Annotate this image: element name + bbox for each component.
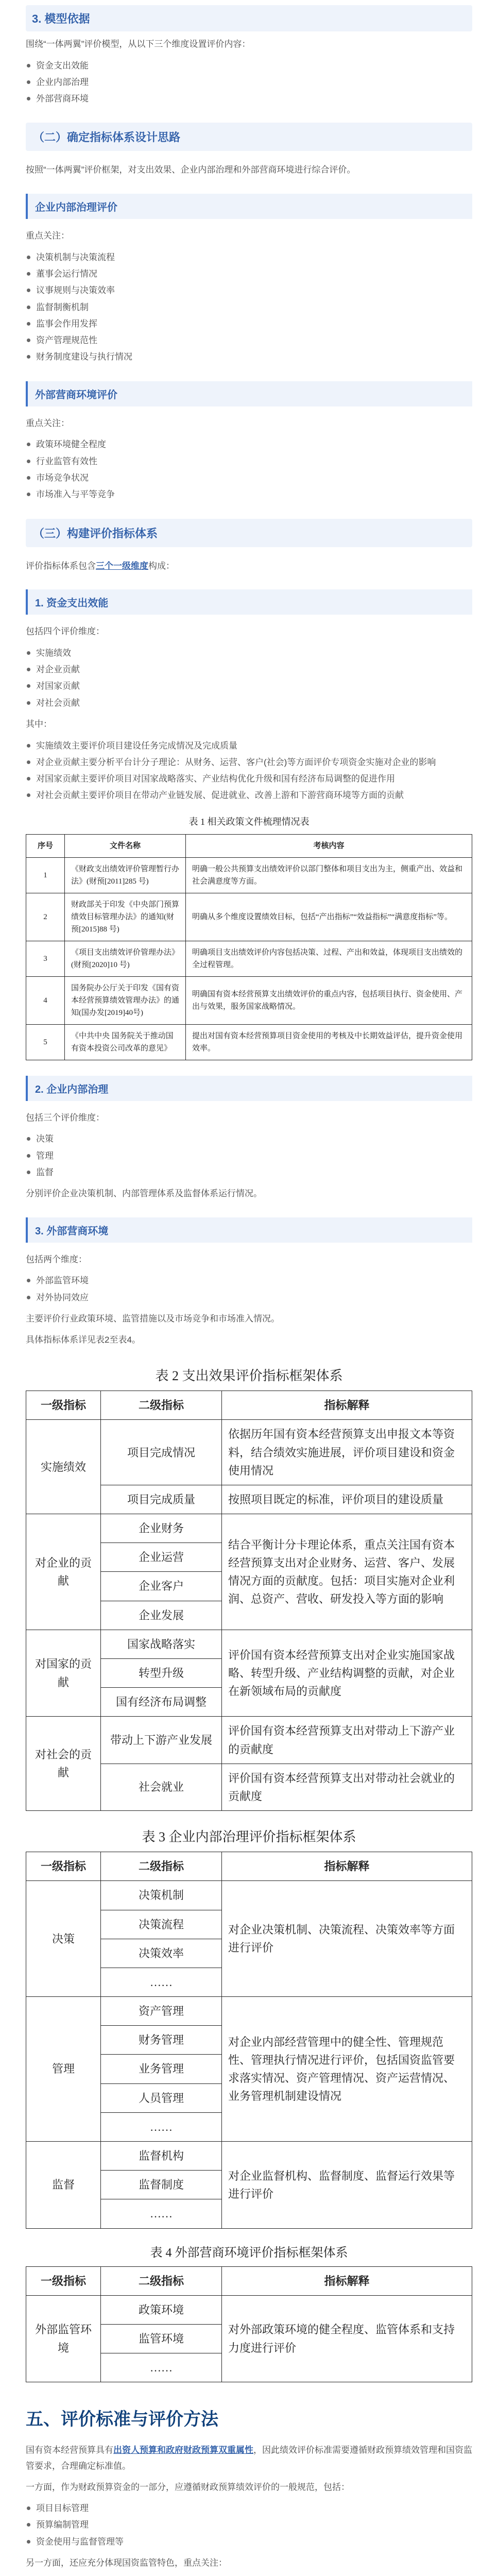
table-row — [26, 2142, 472, 2171]
table-cell: 对企业决策机制、决策流程、决策效率等方面进行评价 — [222, 1881, 472, 1997]
list-item: 企业内部治理 — [26, 74, 472, 91]
table-row — [26, 1881, 472, 1910]
table-cell: 企业发展 — [101, 1601, 222, 1630]
list-item: 外部监管环境 — [26, 1273, 472, 1289]
table-1-caption: 表 1 相关政策文件梳理情况表 — [188, 816, 310, 827]
table-cell: 企业财务 — [101, 1514, 222, 1543]
table-cell: 结合平衡计分卡理论体系，重点关注国有资本经营预算支出对企业财务、运营、客户、发展情况方面的贡献度。包括：项目实施对企业利润、总资产、营收、研发投入等方面的影响 — [222, 1514, 472, 1630]
table-row — [26, 893, 472, 941]
table-cell: 带动上下游产业发展 — [101, 1717, 222, 1764]
table-cell: 评价国有资本经营预算支出对带动上下游产业的贡献度 — [222, 1717, 472, 1764]
table-cell: 对企业内部经营管理中的健全性、管理规范性、管理执行情况进行评价，包括国资监管要求落实情况、资产管理情况、资产运营情况、业务管理机制建设情况 — [222, 1997, 472, 2142]
external-business-list — [26, 1273, 472, 1306]
table-cell: 国有经济布局调整 — [101, 1688, 222, 1717]
model-basis-list — [26, 58, 472, 108]
heading-internal-governance: 企业内部治理评价 — [26, 194, 472, 219]
list-item: 财务制度建设与执行情况 — [26, 349, 472, 365]
table-cell: …… — [101, 2353, 222, 2382]
para-post: ，因此绩效评价标准需要遵循财政预算绩效管理和国资监管要求，合理确定标准值。 — [26, 2445, 472, 2471]
table-cell: 国务院办公厅关于印发《国有资本经营预算绩效管理办法》的通知(国办发[2019]40号) — [65, 976, 186, 1024]
table-cell: 明确从多个维度设置绩效目标，包括“产出指标”“效益指标”“满意度指标”等。 — [186, 893, 472, 941]
list-item: 对企业贡献 — [26, 662, 472, 678]
section-model-basis-title: 3. 模型依据 — [26, 5, 472, 31]
list-item: 监督制衡机制 — [26, 299, 472, 316]
table-cell: 对社会的贡献 — [26, 1717, 101, 1811]
table-cell: 人员管理 — [101, 2083, 222, 2112]
internal-key-label: 重点关注： — [26, 231, 70, 241]
list-item: 资产管理规范性 — [26, 332, 472, 349]
table-cell: …… — [101, 2199, 222, 2228]
list-item: 外部营商环境 — [26, 91, 472, 107]
table-cell: 转型升级 — [101, 1659, 222, 1688]
expenditure-indicator-table — [26, 1391, 472, 1811]
table-row — [26, 1630, 472, 1658]
table-header: 文件名称 — [65, 834, 186, 857]
internal-governance-para: 分别评价企业决策机制、内部管理体系及监督体系运行情况。 — [26, 1189, 262, 1199]
table-cell: 国家战略落实 — [101, 1630, 222, 1658]
table-cell: 评价国有资本经营预算支出对带动社会就业的贡献度 — [222, 1764, 472, 1810]
table-row — [26, 1717, 472, 1764]
fund-efficiency-intro: 包括四个评价维度： — [26, 626, 105, 637]
list-item: 管理 — [26, 1148, 472, 1164]
list-item: 董事会运行情况 — [26, 266, 472, 282]
section-5-para-1 — [26, 2443, 472, 2474]
table-cell: 依据历年国有资本经营预算支出申报文本等资料，结合绩效实施进展，评价项目建设和资金使用情况 — [222, 1420, 472, 1485]
external-business-intro: 包括两个维度： — [26, 1254, 87, 1264]
table-cell: 管理 — [26, 1997, 101, 2142]
table-cell: 外部监管环境 — [26, 2295, 101, 2382]
table-cell: 1 — [26, 857, 65, 893]
list-item: 资金支出效能 — [26, 58, 472, 74]
list-item: 实施绩效 — [26, 645, 472, 662]
table-cell: 对企业监督机构、监督制度、监督运行效果等进行评价 — [222, 2142, 472, 2229]
table-cell: 决策 — [26, 1881, 101, 1997]
table-cell: 对企业的贡献 — [26, 1514, 101, 1630]
list-item: 对外协同效应 — [26, 1290, 472, 1306]
table-cell: …… — [101, 2112, 222, 2141]
policy-table — [26, 834, 472, 1060]
table-header: 二级指标 — [101, 1852, 222, 1881]
table-header: 序号 — [26, 834, 65, 857]
table-header: 一级指标 — [26, 1391, 101, 1420]
list-item: 议事规则与决策效率 — [26, 282, 472, 299]
table-header: 一级指标 — [26, 2266, 101, 2295]
external-environment-table — [26, 2266, 472, 2383]
list-item: 行业监管有效性 — [26, 453, 472, 470]
table-header: 指标解释 — [222, 1852, 472, 1881]
section-5-title: 五、评价标准与评价方法 — [26, 2410, 218, 2430]
table-cell: 明确一般公共预算支出绩效评价以部门整体和项目支出为主，侧重产出、效益和社会满意度等方面。 — [186, 857, 472, 893]
table-row — [26, 2295, 472, 2324]
table-cell: 项目完成质量 — [101, 1485, 222, 1514]
list-item: 对国家贡献 — [26, 678, 472, 694]
list-item: 对社会贡献主要评价项目在带动产业链发展、促进就业、改善上游和下游营商环境等方面的贡献 — [26, 787, 472, 804]
table-header: 二级指标 — [101, 1391, 222, 1420]
list-item: 预算编制管理 — [26, 2517, 472, 2533]
list-item: 资金使用与监督管理等 — [26, 2534, 472, 2550]
internal-governance-list — [26, 1131, 472, 1181]
table-cell: 提出对国有资本经营预算项目资金使用的考核及中长期效益评估，提升资金使用效率。 — [186, 1024, 472, 1060]
table-3-caption: 表 3 企业内部治理评价指标框架体系 — [142, 1829, 356, 1845]
list-item: 市场竞争状况 — [26, 470, 472, 486]
fund-efficiency-list — [26, 645, 472, 711]
section-5-list-1 — [26, 2500, 472, 2550]
table-cell: 监督机构 — [101, 2142, 222, 2171]
table-cell: 4 — [26, 976, 65, 1024]
table-cell: 政策环境 — [101, 2295, 222, 2324]
para-pre: 国有资本经营预算具有 — [26, 2445, 113, 2455]
table-cell: 按照项目既定的标准，评价项目的建设质量 — [222, 1485, 472, 1514]
table-row — [26, 1514, 472, 1543]
internal-list — [26, 249, 472, 366]
table-cell: 评价国有资本经营预算支出对企业实施国家战略、转型升级、产业结构调整的贡献，对企业在新领域布局的贡献度 — [222, 1630, 472, 1717]
heading-design-approach: （二）确定指标体系设计思路 — [26, 123, 472, 151]
heading-external-environment: 外部营商环境评价 — [26, 381, 472, 406]
table-cell: 决策流程 — [101, 1910, 222, 1939]
table-row — [26, 1997, 472, 2026]
external-key-label: 重点关注： — [26, 418, 70, 428]
table-cell: 决策机制 — [101, 1881, 222, 1910]
table-cell: 监管环境 — [101, 2324, 222, 2353]
table-cell: 监督制度 — [101, 2171, 222, 2199]
table-cell: 监督 — [26, 2142, 101, 2229]
indicator-system-intro — [26, 558, 472, 574]
table-cell: 企业客户 — [101, 1572, 222, 1601]
table-cell: 财政部关于印发《中央部门预算绩效目标管理办法》的通知(财预[2015]88 号) — [65, 893, 186, 941]
external-business-para-2: 具体指标体系详见表2至表4。 — [26, 1334, 141, 1345]
three-dimensions-link[interactable]: 三个一级维度 — [96, 561, 148, 571]
table-header: 一级指标 — [26, 1852, 101, 1881]
table-cell: 企业运营 — [101, 1543, 222, 1572]
table-header: 考核内容 — [186, 834, 472, 857]
table-cell: 明确项目支出绩效评价内容包括决策、过程、产出和效益，体现项目支出绩效的全过程管理。 — [186, 941, 472, 976]
intro-pre: 评价指标体系包含 — [26, 561, 96, 571]
list-item: 对国家贡献主要评价项目对国家战略落实、产业结构优化升级和国有经济布局调整的促进作用 — [26, 771, 472, 787]
table-cell: …… — [101, 1968, 222, 1996]
table-cell: 社会就业 — [101, 1764, 222, 1810]
table-cell: 财务管理 — [101, 2026, 222, 2055]
heading-internal-governance-2: 2. 企业内部治理 — [26, 1076, 472, 1101]
table-cell: 《财政支出绩效评价管理暂行办法》(财预[2011]285 号) — [65, 857, 186, 893]
document-content — [0, 5, 498, 2576]
list-item: 对社会贡献 — [26, 695, 472, 711]
table-cell: 《中共中央 国务院关于推动国有资本投资公司改革的意见》 — [65, 1024, 186, 1060]
model-basis-intro: 围绕“一体两翼”评价模型，从以下三个维度设置评价内容： — [26, 39, 251, 49]
table-cell: 2 — [26, 893, 65, 941]
table-row — [26, 941, 472, 976]
table-cell: 5 — [26, 1024, 65, 1060]
table-header: 二级指标 — [101, 2266, 222, 2295]
fund-efficiency-details — [26, 738, 472, 804]
list-item: 决策机制与决策流程 — [26, 249, 472, 266]
dual-attribute-link[interactable]: 出资人预算和政府财政预算双重属性 — [113, 2445, 253, 2455]
heading-build-indicator-system: （三）构建评价指标体系 — [26, 519, 472, 547]
table-cell: 3 — [26, 941, 65, 976]
table-cell: 项目完成情况 — [101, 1420, 222, 1485]
table-row — [26, 1024, 472, 1060]
table-cell: 实施绩效 — [26, 1420, 101, 1514]
list-item: 项目目标管理 — [26, 2500, 472, 2517]
table-4-caption: 表 4 外部营商环境评价指标框架体系 — [150, 2246, 348, 2260]
table-header: 指标解释 — [222, 2266, 472, 2295]
list-item: 对企业贡献主要分析平台计分子理论：从财务、运营、客户(社会)等方面评价专项资金实施对企业的影响 — [26, 754, 472, 771]
internal-governance-intro: 包括三个评价维度： — [26, 1112, 105, 1123]
list-item: 政策环境健全程度 — [26, 436, 472, 453]
internal-governance-table — [26, 1852, 472, 2228]
list-item: 监事会作用发挥 — [26, 316, 472, 332]
fund-efficiency-para: 其中： — [26, 719, 52, 729]
design-approach-intro: 按照“一体两翼”评价框架，对支出效果、企业内部治理和外部营商环境进行综合评价。 — [26, 165, 356, 175]
intro-post: 构成： — [148, 561, 175, 571]
table-header: 指标解释 — [222, 1391, 472, 1420]
table-cell: 对外部政策环境的健全程度、监管体系和支持力度进行评价 — [222, 2295, 472, 2382]
list-item: 决策 — [26, 1131, 472, 1147]
table-cell: 业务管理 — [101, 2055, 222, 2083]
section-5-para-3: 另一方面，还应充分体现国资监管特色，重点关注： — [26, 2558, 227, 2568]
table-cell: 对国家的贡献 — [26, 1630, 101, 1717]
table-row — [26, 1420, 472, 1485]
heading-external-business: 3. 外部营商环境 — [26, 1217, 472, 1243]
list-item: 市场准入与平等竞争 — [26, 486, 472, 503]
table-cell: 《项目支出绩效评价管理办法》(财预[2020]10 号) — [65, 941, 186, 976]
table-2-caption: 表 2 支出效果评价指标框架体系 — [155, 1368, 343, 1384]
section-5-para-2: 一方面，作为财政预算资金的一部分，应遵循财政预算绩效评价的一般规范，包括： — [26, 2482, 350, 2492]
list-item: 实施绩效主要评价项目建设任务完成情况及完成质量 — [26, 738, 472, 754]
external-business-para-1: 主要评价行业政策环境、监管措施以及市场竞争和市场准入情况。 — [26, 1313, 280, 1324]
table-row — [26, 857, 472, 893]
table-cell: 明确国有资本经营预算支出绩效评价的重点内容，包括项目执行、资金使用、产出与效果，服务国家战略情况。 — [186, 976, 472, 1024]
external-list — [26, 436, 472, 503]
list-item: 监督 — [26, 1164, 472, 1181]
heading-fund-efficiency: 1. 资金支出效能 — [26, 589, 472, 615]
table-cell: 资产管理 — [101, 1997, 222, 2026]
table-row — [26, 976, 472, 1024]
table-cell: 决策效率 — [101, 1939, 222, 1968]
